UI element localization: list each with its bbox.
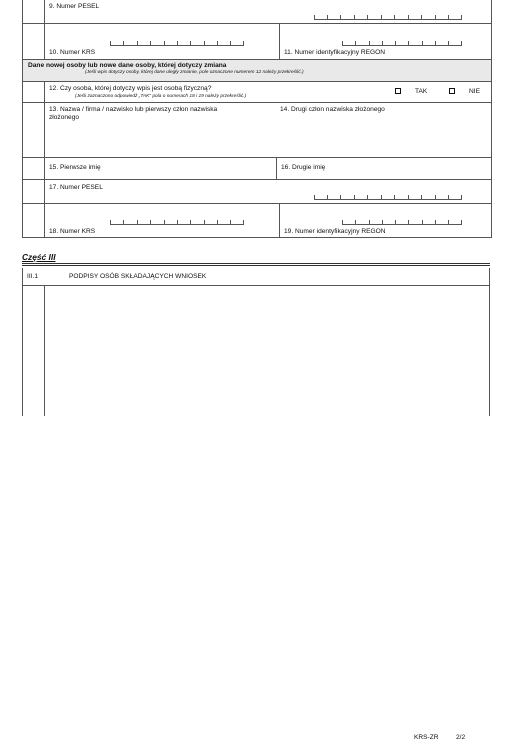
krs-input-10[interactable] [110,39,244,46]
row-first-names [23,158,491,180]
field-12-note: (Jeśli zaznaczono odpowiedź „TAK" pola o numerach 18 i 19 należy przekreślić.) [75,94,247,99]
field-16-second-name[interactable] [276,158,491,179]
field-17-label: 17. Numer PESEL [49,184,103,191]
field-9-label: 9. Numer PESEL [49,3,100,10]
pesel-input-17[interactable] [314,193,462,200]
field-18-label: 18. Numer KRS [49,228,96,235]
row-pesel-2 [23,180,491,204]
field-13-label: 13. Nazwa / firma / nazwisko lub pierwszy człon nazwiska złożonego [49,106,218,121]
pesel-input-9[interactable] [314,13,462,20]
new-person-header [23,60,491,82]
regon-input-11[interactable] [342,39,462,46]
part-divider [22,263,490,266]
regon-input-19[interactable] [342,218,462,225]
field-15-label: 15. Pierwsze imię [49,164,101,171]
new-person-header-title: Dane nowej osoby lub nowe dane osoby, której dotyczy zmiana [28,62,227,69]
part-title: Część III [22,252,56,262]
field-10-krs[interactable] [44,24,279,59]
form-code: KRS-ZR [414,734,439,741]
field-15-first-name[interactable] [44,158,276,179]
row-krs-regon-2 [23,204,491,238]
field-10-label: 10. Numer KRS [49,49,96,56]
checkbox-yes[interactable] [395,88,401,94]
field-14-second-surname[interactable] [276,103,491,157]
field-12-natural-person [44,82,491,102]
field-11-regon[interactable] [279,24,491,59]
signatures-header [23,268,489,286]
row-name [23,103,491,158]
checkbox-no[interactable] [449,88,455,94]
field-9-pesel[interactable] [44,0,491,23]
row-natural-person [23,82,491,103]
signatures-section [22,268,490,416]
signature-area[interactable] [44,285,489,416]
field-13-name[interactable] [44,103,276,157]
page-number: 2/2 [456,734,466,741]
new-person-header-note: (Jeśli wpis dotyczy osoby, której dane uległy zmianie, pole oznaczone numerem 12 należy przekreślić.) [85,70,304,75]
krs-input-18[interactable] [110,218,244,225]
field-14-label: 14. Drugi człon nazwiska złożonego [280,106,385,113]
field-19-label: 19. Numer identyfikacyjny REGON [284,228,386,235]
option-yes-label: TAK [415,88,428,95]
field-11-label: 11. Numer identyfikacyjny REGON [284,49,386,56]
field-19-regon[interactable] [279,204,491,237]
section-number: III.1 [27,273,38,280]
row-krs-regon-1 [23,24,491,60]
option-no-label: NIE [469,88,480,95]
person-data-form [22,0,492,238]
field-17-pesel[interactable] [44,180,491,203]
field-18-krs[interactable] [44,204,279,237]
field-16-label: 16. Drugie imię [281,164,326,171]
row-pesel-1 [23,0,491,24]
section-title: PODPISY OSÓB SKŁADAJĄCYCH WNIOSEK [69,273,207,280]
field-12-label: 12. Czy osoba, której dotyczy wpis jest osobą fizyczną? [49,85,212,92]
